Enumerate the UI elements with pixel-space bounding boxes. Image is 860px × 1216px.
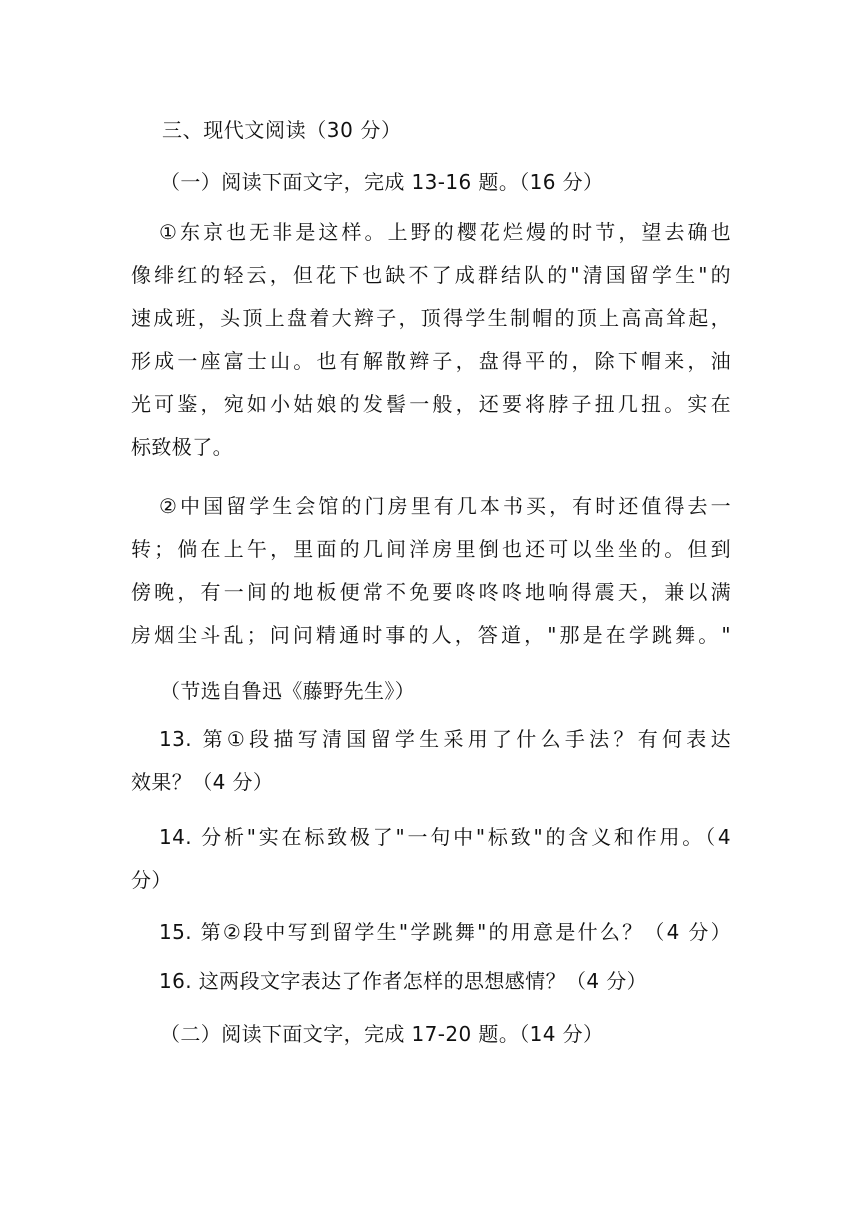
question-13-line: 13. 第①段描写清国留学生采用了什么手法？有何表达: [159, 727, 731, 751]
part2-instruction: （二）阅读下面文字，完成 17-20 题。（14 分）: [160, 1022, 604, 1046]
paragraph-2-line: 转；倘在上午，里面的几间洋房里倒也还可以坐坐的。但到: [131, 537, 731, 561]
paragraph-1-line: 像绯红的轻云，但花下也缺不了成群结队的"清国留学生"的: [131, 263, 731, 287]
question-15-line: 15. 第②段中写到留学生"学跳舞"的用意是什么？（4 分）: [159, 920, 731, 944]
question-14: [131, 816, 731, 902]
question-13: [131, 718, 731, 804]
question-15: [131, 911, 731, 954]
paragraph-1-line: 形成一座富士山。也有解散辫子，盘得平的，除下帽来，油: [131, 349, 731, 373]
paragraph-2-line: ②中国留学生会馆的门房里有几本书买，有时还值得去一: [159, 494, 731, 518]
question-14-line: 分）: [131, 868, 172, 892]
paragraph-1-line: 速成班，头顶上盘着大辫子，顶得学生制帽的顶上高高耸起，: [131, 306, 731, 330]
passage-paragraph-1: [131, 211, 731, 469]
question-14-line: 14. 分析"实在标致极了"一句中"标致"的含义和作用。（4: [159, 825, 731, 849]
question-16: [131, 960, 731, 1003]
paragraph-1-line: 光可鉴，宛如小姑娘的发髻一般，还要将脖子扭几扭。实在: [131, 392, 731, 416]
part1-instruction: （一）阅读下面文字，完成 13-16 题。（16 分）: [160, 170, 604, 194]
paragraph-2-line: 傍晚，有一间的地板便常不免要咚咚咚地响得震天，兼以满: [131, 580, 731, 604]
paragraph-1-line: 标致极了。: [131, 435, 233, 459]
paragraph-2-line: 房烟尘斗乱；问问精通时事的人，答道，"那是在学跳舞。": [131, 623, 731, 647]
passage-paragraph-2: [131, 485, 731, 657]
section-title: 三、现代文阅读（30 分）: [162, 118, 402, 142]
question-13-line: 效果？（4 分）: [131, 770, 274, 794]
paragraph-1-line: ①东京也无非是这样。上野的樱花烂熳的时节，望去确也: [159, 220, 731, 244]
passage-source: （节选自鲁迅《藤野先生》）: [160, 679, 416, 703]
question-16-line: 16. 这两段文字表达了作者怎样的思想感情？（4 分）: [159, 969, 648, 993]
